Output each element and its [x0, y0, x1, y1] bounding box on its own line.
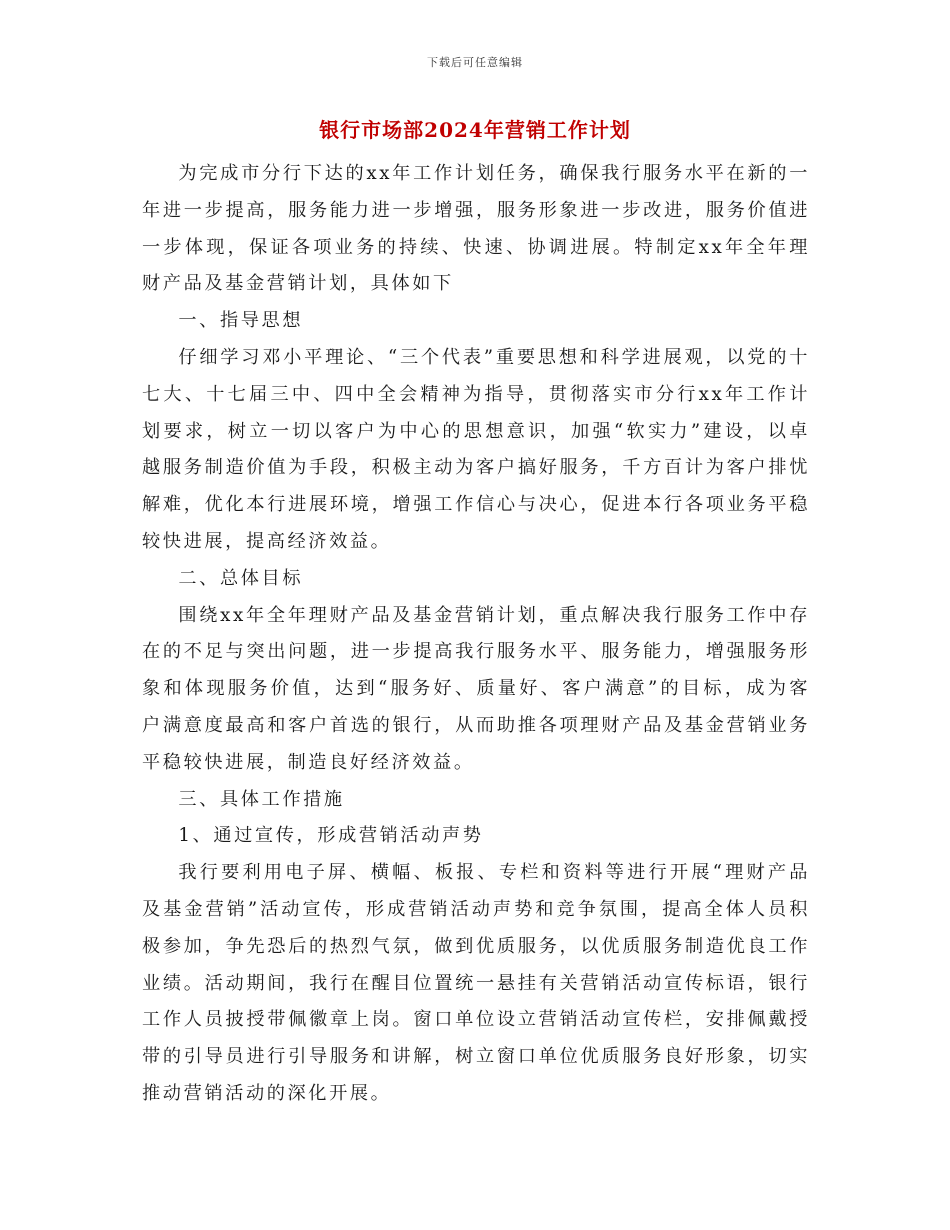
- section-heading-measures: 三、具体工作措施: [178, 788, 345, 810]
- intro-paragraph: 为完成市分行下达的xx年工作计划任务，确保我行服务水平在新的一年进一步提高，服务能力进一步增强，服务形象进一步改进，服务价值进一步体现，保证各项业务的持续、快速、协调进展。特制定xx年全年理财产品及基金营销计划，具体如下: [142, 163, 810, 295]
- guiding-thought-paragraph: 仔细学习邓小平理论、“三个代表”重要思想和科学进展观，以党的十七大、十七届三中、四中全会精神为指导，贯彻落实市分行xx年工作计划要求，树立一切以客户为中心的思想意识，加强“软实力”建设，以卓越服务制造价值为手段，积极主动为客户搞好服务，千方百计为客户排忧解难，优化本行进展环境，增强工作信心与决心，促进本行各项业务平稳较快进展，提高经济效益。: [142, 346, 810, 552]
- section-heading-overall-goal: 二、总体目标: [178, 567, 304, 589]
- section-heading-guiding-thought: 一、指导思想: [178, 310, 304, 332]
- overall-goal-paragraph: 围绕xx年全年理财产品及基金营销计划，重点解决我行服务工作中存在的不足与突出问题，进一步提高我行服务水平、服务能力，增强服务形象和体现服务价值，达到“服务好、质量好、客户满意”的目标，成为客户满意度最高和客户首选的银行，从而助推各项理财产品及基金营销业务平稳较快进展，制造良好经济效益。: [142, 604, 810, 773]
- document-body: [142, 156, 810, 1113]
- header-note: 下载后可任意编辑: [427, 56, 523, 69]
- publicity-paragraph: 我行要利用电子屏、横幅、板报、专栏和资料等进行开展“理财产品及基金营销”活动宣传，形成营销活动声势和竞争氛围，提高全体人员积极参加，争先恐后的热烈气氛，做到优质服务，以优质服务制造优良工作业绩。活动期间，我行在醒目位置统一悬挂有关营销活动宣传标语，银行工作人员披授带佩徽章上岗。窗口单位设立营销活动宣传栏，安排佩戴授带的引导员进行引导服务和讲解，树立窗口单位优质服务良好形象，切实推动营销活动的深化开展。: [142, 862, 810, 1104]
- document-title: 银行市场部2024年营销工作计划: [319, 118, 631, 142]
- subsection-heading-publicity: 1、通过宣传，形成营销活动声势: [178, 825, 484, 847]
